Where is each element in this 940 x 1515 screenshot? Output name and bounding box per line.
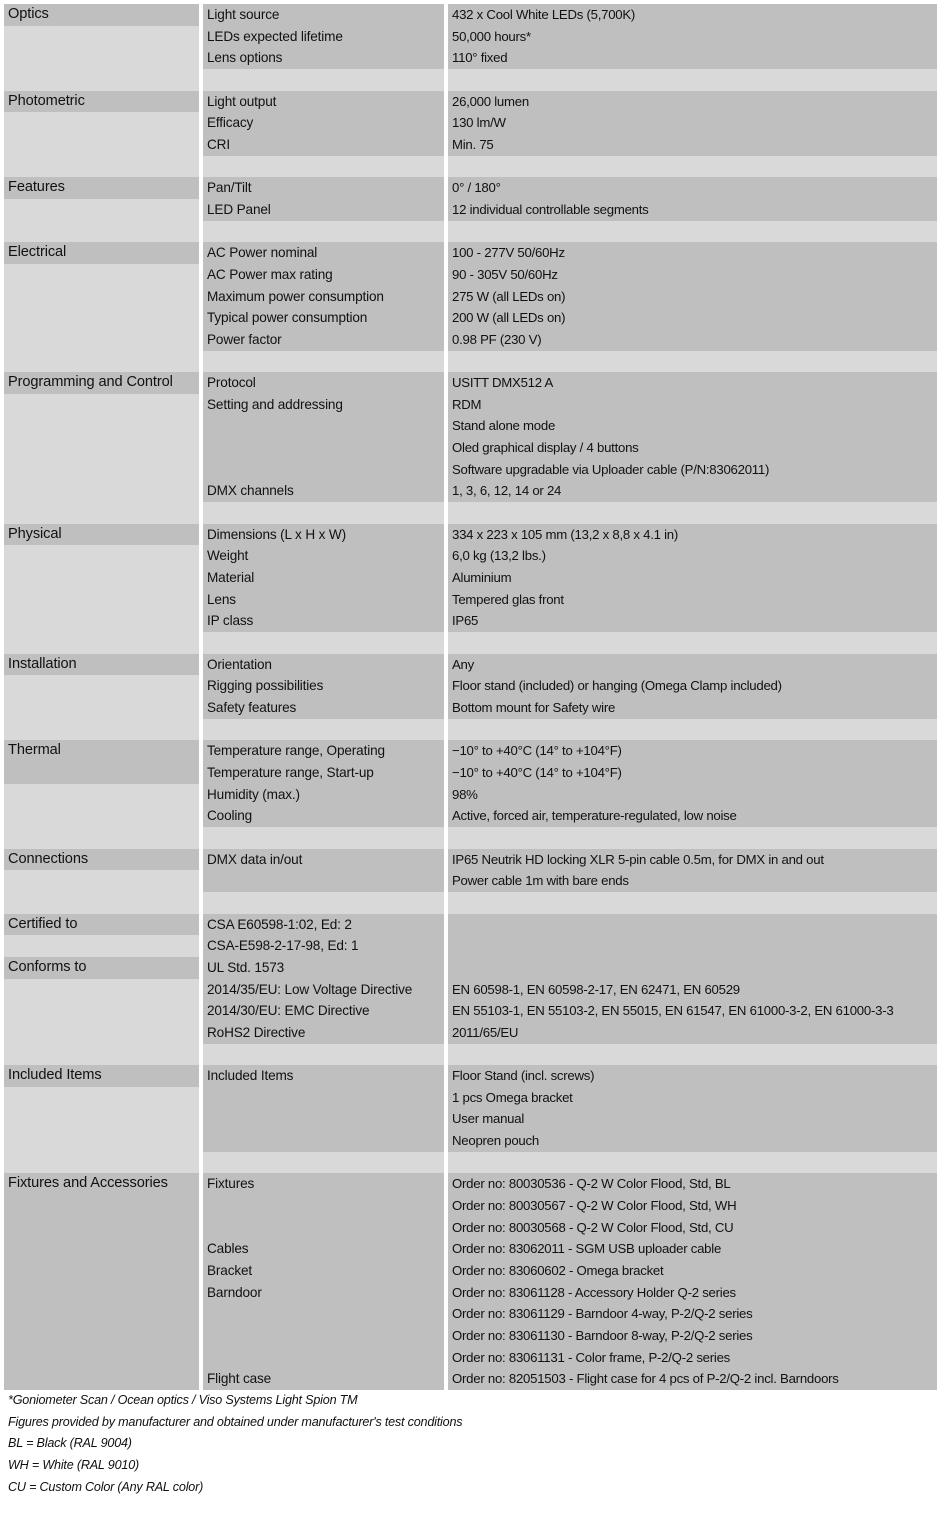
spec-label: Efficacy: [203, 112, 444, 134]
category-cell: [4, 1238, 199, 1260]
spec-value: 6,0 kg (13,2 lbs.): [448, 545, 937, 567]
category-label: Photometric: [4, 91, 199, 113]
spec-value: Software upgradable via Uploader cable (P/N:83062011): [448, 459, 937, 481]
category-cell: [4, 329, 199, 351]
spec-value: User manual: [448, 1108, 937, 1130]
category-label: Connections: [4, 849, 199, 871]
category-label: Certified to: [4, 914, 199, 936]
category-column: [4, 177, 199, 242]
spec-value: Order no: 83061130 - Barndoor 8-way, P-2/Q-2 series: [448, 1325, 937, 1347]
spec-value: Order no: 80030568 - Q-2 W Color Flood, Std, CU: [448, 1217, 937, 1239]
spec-label: Temperature range, Start-up: [203, 762, 444, 784]
footnote: *Goniometer Scan / Ocean optics / Viso Systems Light Spion TM: [8, 1393, 358, 1407]
label-column: [203, 1065, 444, 1173]
category-column: [4, 740, 199, 848]
spec-value: 1 pcs Omega bracket: [448, 1087, 937, 1109]
spec-label: [203, 870, 444, 892]
footnote: CU = Custom Color (Any RAL color): [8, 1479, 204, 1494]
spec-label: [203, 1130, 444, 1152]
spec-value: 2011/65/EU: [448, 1022, 937, 1044]
spec-value: 432 x Cool White LEDs (5,700K): [448, 4, 937, 26]
spacer-cell: [203, 827, 444, 849]
value-column: [448, 1065, 937, 1173]
spacer-cell: [203, 156, 444, 178]
spec-value: −10° to +40°C (14° to +104°F): [448, 762, 937, 784]
spec-value: Order no: 83061129 - Barndoor 4-way, P-2/Q-2 series: [448, 1303, 937, 1325]
spec-table: [4, 4, 937, 1390]
category-label: Features: [4, 177, 199, 199]
spec-label: AC Power max rating: [203, 264, 444, 286]
category-cell: [4, 762, 199, 784]
spacer-cell: [448, 351, 937, 373]
spec-value: Order no: 83061128 - Accessory Holder Q-2 series: [448, 1282, 937, 1304]
spec-label: LEDs expected lifetime: [203, 26, 444, 48]
spacer-cell: [448, 719, 937, 741]
spec-label: Humidity (max.): [203, 784, 444, 806]
category-cell: [4, 1325, 199, 1347]
value-column: [448, 91, 937, 178]
footnote: Figures provided by manufacturer and obtained under manufacturer's test conditions: [8, 1414, 463, 1429]
spec-section: [4, 177, 937, 242]
category-cell: [4, 112, 199, 134]
category-cell: [4, 1217, 199, 1239]
spec-section: [4, 372, 937, 524]
category-cell: [4, 610, 199, 632]
category-cell: [4, 47, 199, 69]
category-cell: [4, 1108, 199, 1130]
spec-label: [203, 1303, 444, 1325]
spacer-cell: [203, 221, 444, 243]
category-column: [4, 4, 199, 91]
spec-label: Dimensions (L x H x W): [203, 524, 444, 546]
spec-label: [203, 415, 444, 437]
category-cell: [4, 1000, 199, 1022]
category-cell: [4, 935, 199, 957]
spec-label: [203, 1325, 444, 1347]
spacer-cell: [203, 719, 444, 741]
spacer-cell: [448, 502, 937, 524]
spec-label: Flight case: [203, 1368, 444, 1390]
category-label: Optics: [4, 4, 199, 26]
value-column: [448, 654, 937, 741]
spec-label: AC Power nominal: [203, 242, 444, 264]
spacer-cell: [448, 69, 937, 91]
spec-label: Barndoor: [203, 1282, 444, 1304]
spec-label: CRI: [203, 134, 444, 156]
spec-label: [203, 1195, 444, 1217]
spec-label: Maximum power consumption: [203, 286, 444, 308]
spec-label: 2014/30/EU: EMC Directive: [203, 1000, 444, 1022]
label-column: [203, 242, 444, 372]
label-column: [203, 372, 444, 524]
spec-section: [4, 849, 937, 914]
spacer-cell: [203, 69, 444, 91]
spec-section: [4, 740, 937, 848]
spec-value: 0° / 180°: [448, 177, 937, 199]
spec-value: [448, 914, 937, 936]
spacer-cell: [203, 502, 444, 524]
spec-section: [4, 242, 937, 372]
spec-label: [203, 1108, 444, 1130]
category-cell: [4, 827, 199, 849]
label-column: [203, 654, 444, 741]
spec-value: IP65 Neutrik HD locking XLR 5-pin cable 0.5m, for DMX in and out: [448, 849, 937, 871]
spec-label: Lens: [203, 589, 444, 611]
spec-value: [448, 935, 937, 957]
label-column: [203, 524, 444, 654]
category-column: [4, 654, 199, 741]
category-cell: [4, 394, 199, 416]
category-cell: [4, 221, 199, 243]
category-cell: [4, 502, 199, 524]
spec-label: Lens options: [203, 47, 444, 69]
category-cell: [4, 567, 199, 589]
category-cell: [4, 1195, 199, 1217]
category-cell: [4, 1022, 199, 1044]
category-cell: [4, 1282, 199, 1304]
category-cell: [4, 719, 199, 741]
spacer-cell: [448, 156, 937, 178]
spacer-cell: [448, 221, 937, 243]
spec-value: 334 x 223 x 105 mm (13,2 x 8,8 x 4.1 in): [448, 524, 937, 546]
category-cell: [4, 134, 199, 156]
spec-label: Temperature range, Operating: [203, 740, 444, 762]
spec-value: 110° fixed: [448, 47, 937, 69]
footnote: BL = Black (RAL 9004): [8, 1436, 132, 1451]
spec-label: Orientation: [203, 654, 444, 676]
category-label: Included Items: [4, 1065, 199, 1087]
category-cell: [4, 459, 199, 481]
category-column: [4, 91, 199, 178]
spec-value: 275 W (all LEDs on): [448, 286, 937, 308]
label-column: [203, 740, 444, 848]
category-cell: [4, 351, 199, 373]
spec-label: Pan/Tilt: [203, 177, 444, 199]
spec-value: [448, 957, 937, 979]
spec-label: Cooling: [203, 805, 444, 827]
spec-label: Included Items: [203, 1065, 444, 1087]
value-column: [448, 740, 937, 848]
category-cell: [4, 286, 199, 308]
spec-label: Fixtures: [203, 1173, 444, 1195]
spacer-cell: [203, 1152, 444, 1174]
spec-value: Order no: 83060602 - Omega bracket: [448, 1260, 937, 1282]
category-cell: [4, 892, 199, 914]
value-column: [448, 1173, 937, 1390]
spec-label: Power factor: [203, 329, 444, 351]
category-cell: [4, 870, 199, 892]
category-cell: [4, 1152, 199, 1174]
spec-label: Safety features: [203, 697, 444, 719]
spec-label: Rigging possibilities: [203, 675, 444, 697]
spacer-cell: [203, 1044, 444, 1066]
spec-value: RDM: [448, 394, 937, 416]
spacer-cell: [448, 892, 937, 914]
category-column: [4, 242, 199, 372]
spec-value: 200 W (all LEDs on): [448, 307, 937, 329]
value-column: [448, 4, 937, 91]
category-cell: [4, 1087, 199, 1109]
spec-section: [4, 1065, 937, 1173]
category-cell: [4, 979, 199, 1001]
category-cell: [4, 26, 199, 48]
spec-label: CSA-E598-2-17-98, Ed: 1: [203, 935, 444, 957]
category-cell: [4, 1260, 199, 1282]
spec-value: EN 60598-1, EN 60598-2-17, EN 62471, EN 60529: [448, 979, 937, 1001]
spec-value: USITT DMX512 A: [448, 372, 937, 394]
value-column: [448, 372, 937, 524]
spec-label: Protocol: [203, 372, 444, 394]
value-column: [448, 524, 937, 654]
spec-value: IP65: [448, 610, 937, 632]
spec-section: [4, 91, 937, 178]
spec-value: Order no: 80030536 - Q-2 W Color Flood, Std, BL: [448, 1173, 937, 1195]
spec-value: Floor stand (included) or hanging (Omega Clamp included): [448, 675, 937, 697]
spec-label: Material: [203, 567, 444, 589]
spec-value: Oled graphical display / 4 buttons: [448, 437, 937, 459]
spec-value: 12 individual controllable segments: [448, 199, 937, 221]
spec-value: Tempered glas front: [448, 589, 937, 611]
category-column: [4, 372, 199, 524]
category-cell: [4, 805, 199, 827]
category-cell: [4, 632, 199, 654]
category-label: Installation: [4, 654, 199, 676]
spec-value: Neopren pouch: [448, 1130, 937, 1152]
value-column: [448, 177, 937, 242]
spec-label: UL Std. 1573: [203, 957, 444, 979]
spec-value: Stand alone mode: [448, 415, 937, 437]
spec-label: RoHS2 Directive: [203, 1022, 444, 1044]
spec-value: Bottom mount for Safety wire: [448, 697, 937, 719]
category-cell: [4, 784, 199, 806]
spec-label: [203, 1217, 444, 1239]
spec-value: 100 - 277V 50/60Hz: [448, 242, 937, 264]
category-label: Fixtures and Accessories: [4, 1173, 199, 1195]
spec-value: Min. 75: [448, 134, 937, 156]
spec-label: Setting and addressing: [203, 394, 444, 416]
category-column: [4, 849, 199, 914]
spec-label: [203, 1347, 444, 1369]
category-label: Electrical: [4, 242, 199, 264]
spacer-cell: [203, 892, 444, 914]
spec-label: Light output: [203, 91, 444, 113]
spec-label: [203, 437, 444, 459]
spec-value: Power cable 1m with bare ends: [448, 870, 937, 892]
spec-label: Cables: [203, 1238, 444, 1260]
spec-value: 1, 3, 6, 12, 14 or 24: [448, 480, 937, 502]
spec-value: 90 - 305V 50/60Hz: [448, 264, 937, 286]
spec-label: [203, 1087, 444, 1109]
label-column: [203, 91, 444, 178]
spacer-cell: [203, 351, 444, 373]
spec-label: Light source: [203, 4, 444, 26]
category-cell: [4, 264, 199, 286]
spec-section: [4, 4, 937, 91]
spec-value: Floor Stand (incl. screws): [448, 1065, 937, 1087]
spec-section: [4, 1173, 937, 1390]
category-label: Programming and Control: [4, 372, 199, 394]
spec-section: [4, 654, 937, 741]
category-column: [4, 1065, 199, 1173]
label-column: [203, 914, 444, 1066]
spacer-cell: [203, 632, 444, 654]
spec-label: Bracket: [203, 1260, 444, 1282]
footnotes: [8, 1390, 928, 1498]
category-cell: [4, 156, 199, 178]
spec-value: Order no: 83061131 - Color frame, P-2/Q-2 series: [448, 1347, 937, 1369]
category-label: Thermal: [4, 740, 199, 762]
spec-value: Order no: 83062011 - SGM USB uploader cable: [448, 1238, 937, 1260]
spec-value: Order no: 82051503 - Flight case for 4 pcs of P-2/Q-2 incl. Barndoors: [448, 1368, 937, 1390]
spec-value: 26,000 lumen: [448, 91, 937, 113]
value-column: [448, 914, 937, 1066]
spec-section: [4, 914, 937, 1066]
label-column: [203, 177, 444, 242]
label-column: [203, 4, 444, 91]
spacer-cell: [448, 632, 937, 654]
spec-value: 0.98 PF (230 V): [448, 329, 937, 351]
spec-label: LED Panel: [203, 199, 444, 221]
category-cell: [4, 1044, 199, 1066]
category-column: [4, 524, 199, 654]
category-column: [4, 1173, 199, 1390]
label-column: [203, 1173, 444, 1390]
category-cell: [4, 307, 199, 329]
category-cell: [4, 697, 199, 719]
value-column: [448, 242, 937, 372]
category-cell: [4, 415, 199, 437]
spec-section: [4, 524, 937, 654]
category-cell: [4, 480, 199, 502]
category-label: Physical: [4, 524, 199, 546]
spec-label: DMX channels: [203, 480, 444, 502]
spacer-cell: [448, 827, 937, 849]
spec-value: Aluminium: [448, 567, 937, 589]
category-cell: [4, 1347, 199, 1369]
spec-value: 130 lm/W: [448, 112, 937, 134]
spec-value: 50,000 hours*: [448, 26, 937, 48]
spec-value: EN 55103-1, EN 55103-2, EN 55015, EN 61547, EN 61000-3-2, EN 61000-3-3: [448, 1000, 937, 1022]
spec-value: Order no: 80030567 - Q-2 W Color Flood, Std, WH: [448, 1195, 937, 1217]
spec-value: −10° to +40°C (14° to +104°F): [448, 740, 937, 762]
spec-label: Typical power consumption: [203, 307, 444, 329]
spacer-cell: [448, 1044, 937, 1066]
spec-value: Any: [448, 654, 937, 676]
category-cell: [4, 437, 199, 459]
spec-label: IP class: [203, 610, 444, 632]
spec-label: [203, 459, 444, 481]
spec-label: 2014/35/EU: Low Voltage Directive: [203, 979, 444, 1001]
spec-value: 98%: [448, 784, 937, 806]
category-cell: [4, 1303, 199, 1325]
category-label: Conforms to: [4, 957, 199, 979]
category-column: [4, 914, 199, 1066]
spec-label: DMX data in/out: [203, 849, 444, 871]
spec-label: CSA E60598-1:02, Ed: 2: [203, 914, 444, 936]
spacer-cell: [448, 1152, 937, 1174]
spec-label: Weight: [203, 545, 444, 567]
category-cell: [4, 589, 199, 611]
footnote: WH = White (RAL 9010): [8, 1457, 139, 1472]
category-cell: [4, 1368, 199, 1390]
category-cell: [4, 69, 199, 91]
category-cell: [4, 545, 199, 567]
category-cell: [4, 675, 199, 697]
spec-value: Active, forced air, temperature-regulated, low noise: [448, 805, 937, 827]
value-column: [448, 849, 937, 914]
category-cell: [4, 199, 199, 221]
category-cell: [4, 1130, 199, 1152]
label-column: [203, 849, 444, 914]
